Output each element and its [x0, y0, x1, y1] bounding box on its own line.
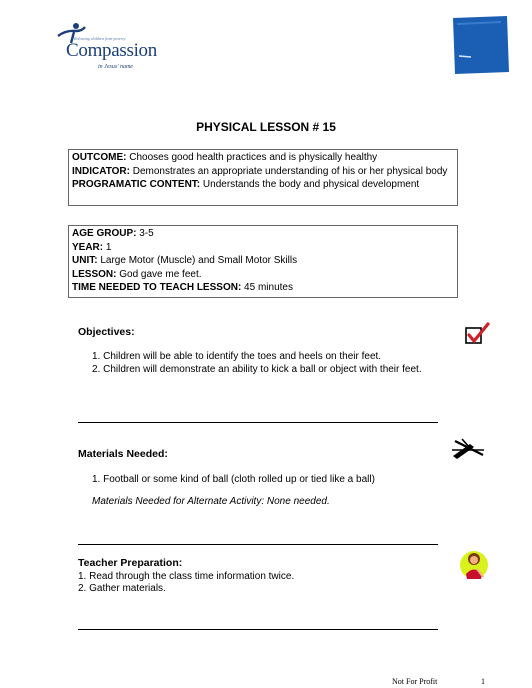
unit-line: UNIT: Large Motor (Muscle) and Small Motor Skills	[72, 255, 298, 266]
alternate-materials: Materials Needed for Alternate Activity: None needed.	[92, 496, 330, 507]
logo-subline: in Jesus' name	[98, 64, 133, 70]
footer-note: Not For Profit	[392, 677, 438, 686]
logo-name: Compassion	[66, 40, 157, 61]
preparation-item-2: 2. Gather materials.	[78, 583, 166, 594]
outcome-line: OUTCOME: Chooses good health practices and is physically healthy	[72, 152, 378, 163]
objectives-heading: Objectives:	[78, 326, 135, 338]
year-line: YEAR: 1	[72, 241, 112, 253]
age-group-line: AGE GROUP: 3-5	[72, 228, 154, 239]
content-line: PROGRAMATIC CONTENT: Understands the body and physical development	[72, 179, 420, 190]
preparation-heading: Teacher Preparation:	[78, 557, 183, 569]
logo-tagline: Releasing children from poverty	[74, 36, 126, 41]
objective-item-1: 1. Children will be able to identify the toes and heels on their feet.	[92, 351, 382, 362]
decorative-blue-block	[451, 16, 509, 74]
section-divider	[78, 422, 438, 423]
materials-item-1: 1. Football or some kind of ball (cloth rolled up or tied like a ball)	[92, 474, 375, 485]
checkbox-check-icon	[464, 322, 490, 346]
indicator-line: INDICATOR: Demonstrates an appropriate understanding of his or her physical body	[72, 165, 448, 177]
objective-item-2: 2. Children will demonstrate an ability to kick a ball or object with their feet.	[92, 364, 422, 375]
section-divider	[78, 629, 438, 630]
pencil-ruler-icon	[450, 436, 486, 460]
section-divider	[78, 544, 438, 545]
materials-heading: Materials Needed:	[78, 448, 168, 460]
time-line: TIME NEEDED TO TEACH LESSON: 45 minutes	[72, 282, 293, 293]
teacher-figure-icon	[459, 548, 489, 582]
preparation-item-1: 1. Read through the class time information twice.	[78, 571, 295, 582]
outcome-box	[68, 149, 458, 206]
page-number: 1	[481, 677, 485, 686]
page-title: PHYSICAL LESSON # 15	[196, 120, 336, 134]
lesson-info-box	[68, 225, 458, 298]
lesson-line: LESSON: God gave me feet.	[72, 268, 202, 280]
compassion-logo	[52, 22, 167, 72]
